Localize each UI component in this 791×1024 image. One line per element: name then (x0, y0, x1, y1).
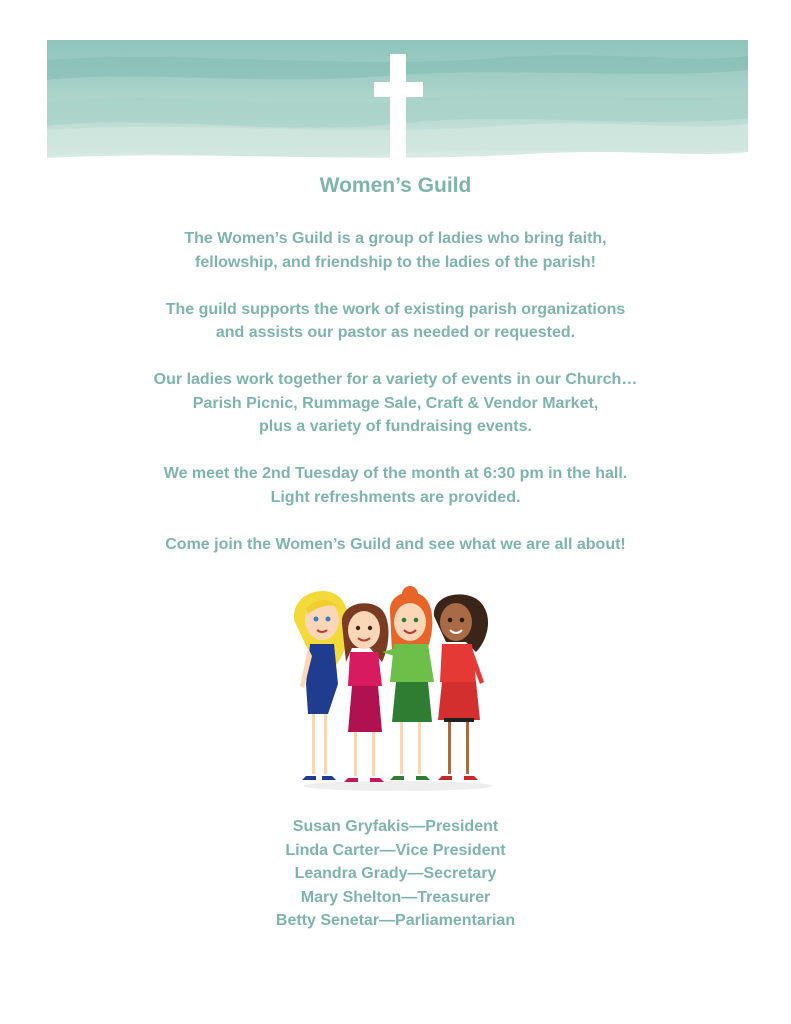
paragraph-invite (0, 533, 791, 557)
woman-blonde (294, 591, 349, 780)
text-line: plus a variety of fundraising events. (259, 418, 532, 435)
description (0, 227, 791, 580)
page-title: Women’s Guild (319, 174, 472, 197)
text-line: We meet the 2nd Tuesday of the month at 6:30 pm in the hall. (163, 465, 628, 482)
officer-list (0, 815, 791, 933)
officer-treasurer: Mary Shelton—Treasurer (300, 888, 491, 906)
officer-parliamentarian: Betty Senetar—Parliamentarian (275, 912, 516, 929)
text-line: The Women’s Guild is a group of ladies who bring faith, (184, 230, 607, 247)
text-line: fellowship, and friendship to the ladies of the parish! (195, 253, 596, 271)
woman-dark-hair (434, 594, 488, 780)
paragraph-support (0, 298, 791, 345)
woman-redhead (382, 586, 434, 780)
woman-brunette (342, 603, 389, 782)
text-line: Parish Picnic, Rummage Sale, Craft & Vendor Market, (192, 394, 599, 412)
text-line: The guild supports the work of existing parish organizations (165, 300, 626, 318)
paragraph-events (0, 368, 791, 439)
paragraph-intro (0, 227, 791, 274)
text-line: Light refreshments are provided. (270, 488, 521, 506)
watercolor-banner (47, 40, 748, 172)
text-line: and assists our pastor as needed or requested. (215, 324, 576, 341)
officer-vice-president: Linda Carter—Vice President (285, 841, 506, 859)
officer-president: Susan Gryfakis—President (292, 818, 499, 835)
text-line: Our ladies work together for a variety of events in our Church… (153, 371, 638, 388)
officer-secretary: Leandra Grady—Secretary (294, 865, 497, 882)
women-illustration (286, 586, 511, 791)
text-line: Come join the Women’s Guild and see what we are all about! (165, 535, 626, 553)
paragraph-meeting (0, 462, 791, 509)
